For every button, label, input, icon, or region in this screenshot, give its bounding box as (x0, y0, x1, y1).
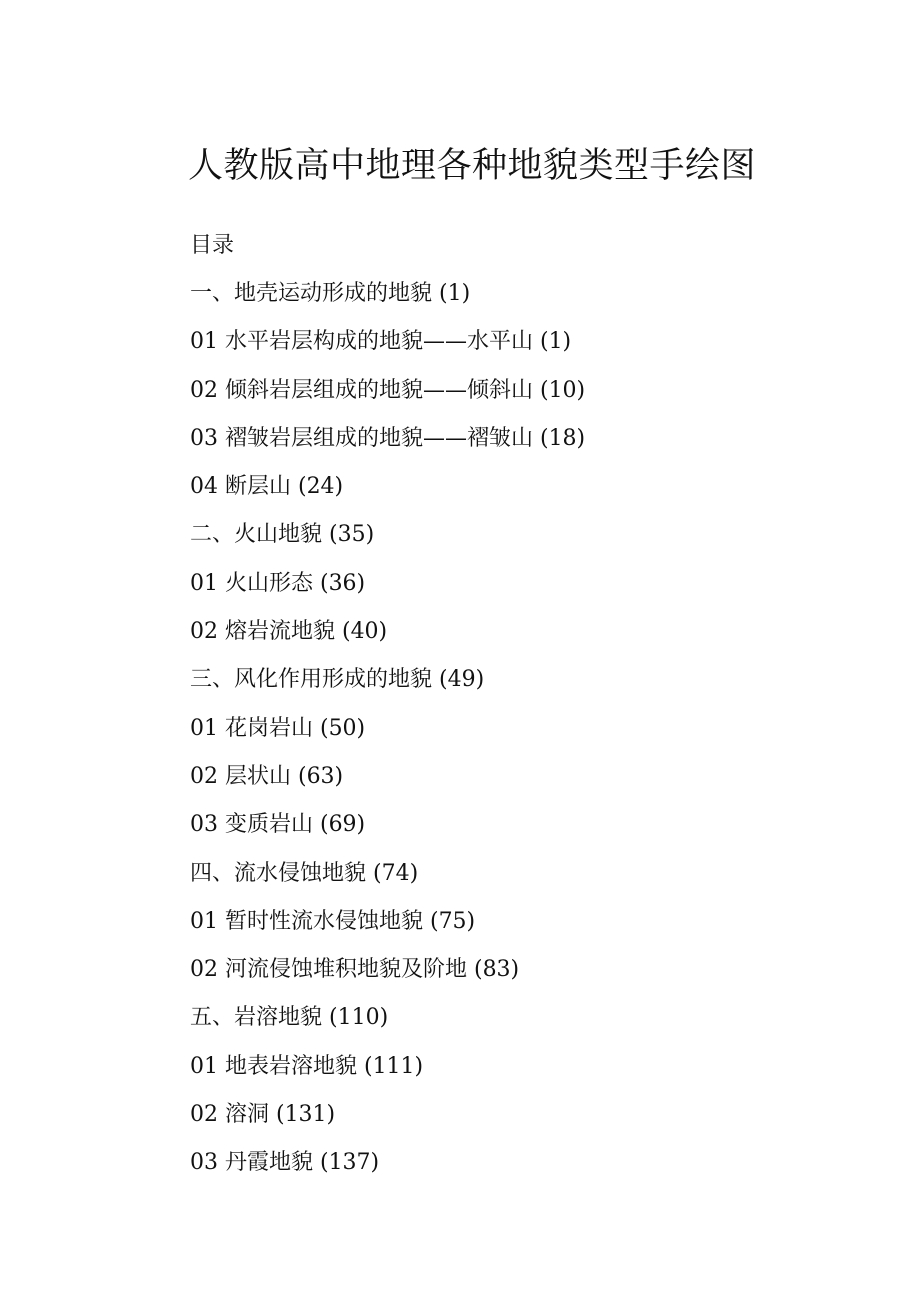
toc-entry-text: 五、岩溶地貌 (110) (190, 1005, 389, 1031)
toc-entry-text: 01 暂时性流水侵蚀地貌 (75) (190, 908, 476, 934)
toc-entry[interactable] (190, 662, 585, 710)
toc-entry-text: 01 地表岩溶地貌 (111) (190, 1053, 424, 1079)
toc-entry[interactable] (190, 856, 585, 904)
toc-entry-text: 01 花岗岩山 (50) (190, 715, 366, 741)
toc-entry-text: 01 火山形态 (36) (190, 570, 366, 596)
toc-entry-text: 一、地壳运动形成的地貌 (1) (190, 281, 471, 306)
toc-entry[interactable] (190, 1000, 585, 1048)
toc-entry[interactable] (190, 711, 585, 759)
toc-entry[interactable] (190, 614, 585, 662)
table-of-contents (190, 276, 585, 1194)
toc-entry-text: 03 褶皱岩层组成的地貌——褶皱山 (18) (190, 425, 586, 451)
toc-entry[interactable] (190, 421, 585, 469)
toc-entry-text: 二、火山地貌 (35) (190, 522, 375, 548)
toc-entry-text: 四、流水侵蚀地貌 (74) (190, 860, 419, 886)
toc-heading: 目录 (190, 233, 235, 258)
toc-entry[interactable] (190, 904, 585, 952)
toc-entry[interactable] (190, 952, 585, 1000)
toc-entry-text: 03 丹霞地貌 (137) (190, 1150, 380, 1176)
toc-entry-text: 03 变质岩山 (69) (190, 812, 366, 838)
toc-entry-text: 02 层状山 (63) (190, 763, 344, 789)
document-title: 人教版高中地理各种地貌类型手绘图 (188, 146, 757, 186)
toc-entry[interactable] (190, 1097, 585, 1145)
toc-entry[interactable] (190, 807, 585, 855)
toc-entry[interactable] (190, 759, 585, 807)
toc-entry[interactable] (190, 1145, 585, 1193)
toc-entry[interactable] (190, 1049, 585, 1097)
toc-entry-text: 02 倾斜岩层组成的地貌——倾斜山 (10) (190, 377, 586, 403)
toc-entry[interactable] (190, 566, 585, 614)
toc-entry-text: 04 断层山 (24) (190, 474, 344, 500)
toc-entry-text: 01 水平岩层构成的地貌——水平山 (1) (190, 329, 572, 355)
toc-entry-text: 02 溶洞 (131) (190, 1102, 336, 1128)
toc-entry-text: 02 河流侵蚀堆积地貌及阶地 (83) (190, 957, 520, 983)
toc-entry[interactable] (190, 517, 585, 565)
toc-entry[interactable] (190, 373, 585, 421)
toc-entry[interactable] (190, 276, 585, 324)
toc-entry[interactable] (190, 469, 585, 517)
toc-entry-text: 02 熔岩流地貌 (40) (190, 619, 388, 645)
toc-entry-text: 三、风化作用形成的地貌 (49) (190, 667, 485, 693)
toc-entry[interactable] (190, 324, 585, 372)
